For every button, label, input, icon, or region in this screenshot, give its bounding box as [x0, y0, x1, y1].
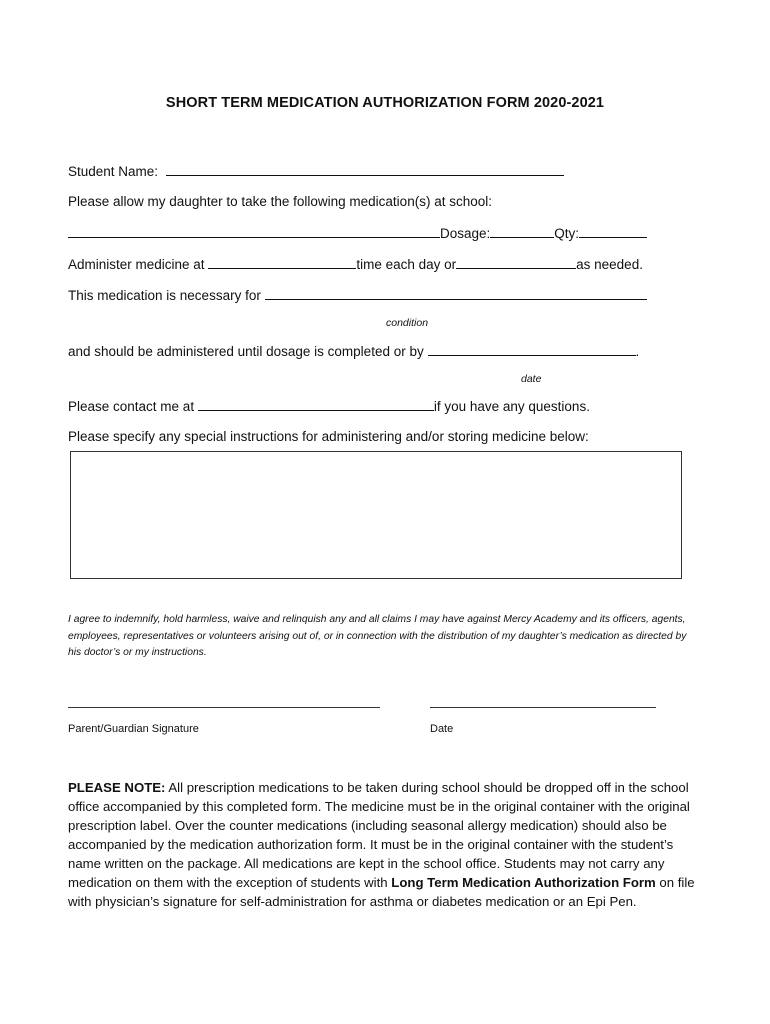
qty-label: Qty: — [554, 226, 580, 241]
qty-field[interactable] — [579, 225, 647, 238]
administer-prefix: Administer medicine at — [68, 257, 205, 272]
as-needed-field[interactable] — [456, 256, 576, 269]
please-note-text: All prescription medications to be taken during school should be dropped off in the school office accompanied by this completed form. The medicine must be in the original container with the original prescription label. Over the counter medications (including seasonal allergy medication) should also be accompanied by the medication authorization form. It must be in the original container with the student’s name written on the package. All medications are kept in the school office. Students may not carry any medication on them with the exception of students with — [68, 780, 690, 890]
signature-label: Parent/Guardian Signature — [68, 723, 199, 735]
date-line[interactable] — [430, 706, 656, 708]
student-name-label: Student Name: — [68, 164, 159, 179]
long-term-form-name: Long Term Medication Authorization Form — [391, 875, 656, 890]
please-note-paragraph — [68, 778, 708, 911]
date-caption: date — [521, 373, 542, 385]
special-instructions-label: Please specify any special instructions for administering and/or storing medicine below: — [68, 429, 589, 444]
condition-caption: condition — [386, 317, 429, 329]
student-name-field[interactable] — [166, 163, 564, 176]
condition-row — [68, 287, 647, 303]
administer-suffix: as needed. — [576, 257, 643, 272]
until-end: . — [635, 344, 640, 359]
form-title: SHORT TERM MEDICATION AUTHORIZATION FORM 2020-2021 — [165, 95, 605, 111]
administer-row — [68, 256, 643, 272]
contact-suffix: if you have any questions. — [433, 399, 590, 414]
please-note-heading: PLEASE NOTE: — [68, 780, 166, 795]
dosage-label: Dosage: — [440, 226, 491, 241]
indemnity-agreement-text: I agree to indemnify, hold harmless, waive and relinquish any and all claims I may have against Mercy Academy and its officers, agents, employees, representatives or volunteers arising out of, or in connection with the distribution of my daughter’s medication as directed by his doctor’s or my instructions. — [68, 614, 687, 658]
please-note-text-end: on file with physician’s signature for self-administration for asthma or diabetes medication or an Epi Pen. — [68, 875, 695, 909]
until-date-row — [68, 343, 639, 359]
until-label: and should be administered until dosage is completed or by — [68, 344, 424, 359]
student-name-row — [68, 163, 564, 179]
until-date-field[interactable] — [428, 343, 636, 356]
medication-dosage-row — [68, 225, 647, 241]
administer-middle: time each day or — [356, 257, 457, 272]
dosage-field[interactable] — [490, 225, 554, 238]
special-instructions-box[interactable] — [70, 451, 682, 579]
condition-field[interactable] — [265, 287, 647, 300]
contact-field[interactable] — [198, 398, 434, 411]
contact-prefix: Please contact me at — [68, 399, 195, 414]
administer-time-field[interactable] — [208, 256, 356, 269]
medication-name-field[interactable] — [68, 225, 440, 238]
contact-row — [68, 398, 590, 414]
allow-medication-text: Please allow my daughter to take the following medication(s) at school: — [68, 194, 492, 209]
signature-line[interactable] — [68, 706, 380, 708]
date-label: Date — [430, 723, 454, 735]
condition-label: This medication is necessary for — [68, 288, 261, 303]
